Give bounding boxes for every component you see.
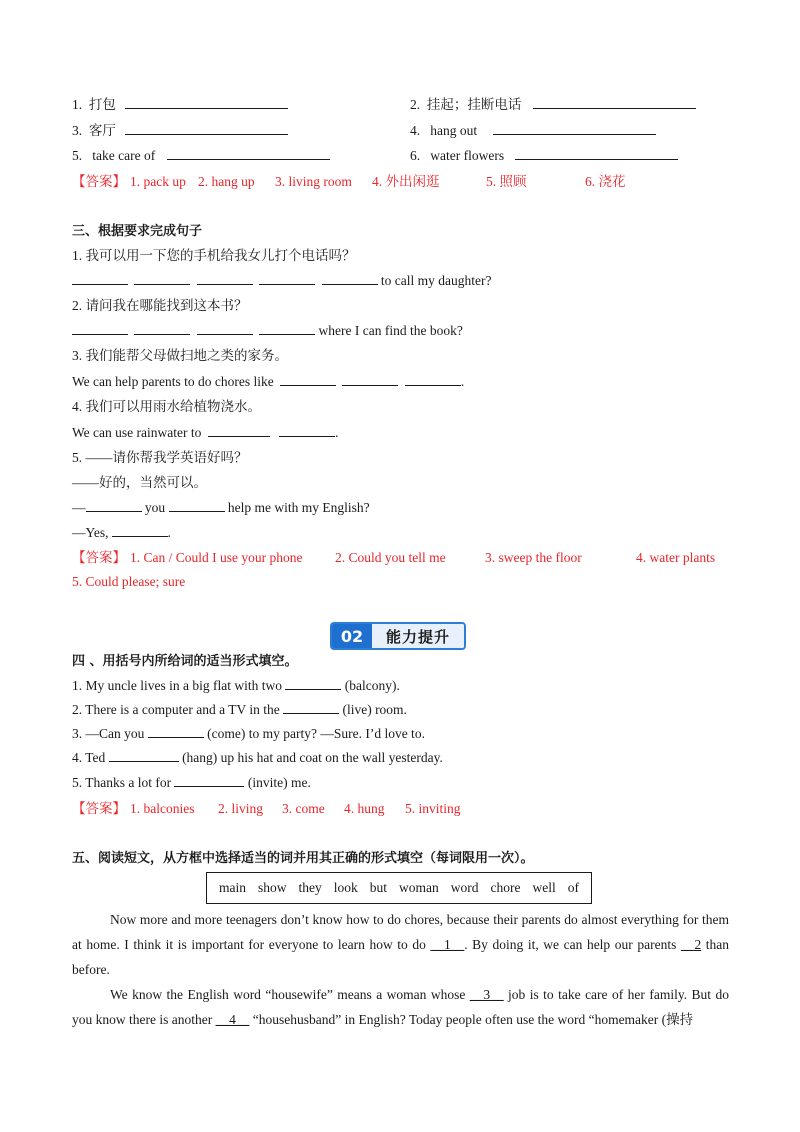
passage-paragraph-1: Now more and more teenagers don’t know how to do chores, because their parents do almost everything for them at home. I think it is important for everyone to learn how to do __1__. By doing it, we can help our parents __2 than before. — [72, 912, 730, 977]
word-bank-item: but — [369, 880, 388, 895]
answer-text: 6. 浇花 — [585, 174, 626, 189]
word-bank-item: well — [532, 880, 556, 895]
answer-blank[interactable] — [342, 373, 398, 386]
word-bank-item: look — [333, 880, 358, 895]
answer-blank[interactable] — [280, 373, 336, 386]
answer-text: 1. pack up — [130, 174, 186, 189]
answer-text: 5. 照顾 — [486, 174, 527, 189]
question-cn: 2. 请问我在哪能找到这本书？ — [72, 298, 248, 313]
answer-blank[interactable] — [174, 774, 244, 787]
vocab-item-2: 2. 挂起；挂断电话 — [410, 96, 696, 114]
section-badge — [330, 622, 466, 650]
answer-blank[interactable] — [322, 272, 378, 285]
passage-blank-4[interactable]: __4__ — [215, 1012, 250, 1027]
answer-blank[interactable] — [208, 424, 270, 437]
word-bank-item: chore — [490, 880, 521, 895]
section-title: 四 、用括号内所给词的适当形式填空。 — [72, 654, 298, 669]
vocab-item-4: 4. hang out — [410, 122, 656, 140]
vocab-item-3: 3. 客厅 — [72, 122, 288, 140]
answer-blank[interactable] — [125, 96, 288, 109]
answer-blank[interactable] — [148, 725, 204, 738]
answer-text: 2. Could you tell me — [335, 550, 446, 565]
answer-blank[interactable] — [86, 499, 142, 512]
question-cn: ——好的，当然可以。 — [72, 475, 207, 490]
badge-label: 能力提升 — [372, 624, 464, 648]
word-bank-box — [206, 872, 592, 904]
answer-blank[interactable] — [72, 272, 128, 285]
question-en: 3. —Can you (come) to my party? —Sure. I’d love to. — [72, 726, 425, 741]
passage-blank-2[interactable]: __2 — [680, 937, 702, 952]
answer-blank[interactable] — [405, 373, 461, 386]
answer-text: 2. living — [218, 801, 264, 816]
question-en: We can use rainwater to . — [72, 425, 339, 440]
question-cn: 5. ——请你帮我学英语好吗？ — [72, 450, 248, 465]
answer-text: 5. inviting — [405, 801, 461, 816]
word-bank-item: main — [218, 880, 246, 895]
answer-blank[interactable] — [112, 524, 168, 537]
answer-text: 2. hang up — [198, 174, 255, 189]
answer-blank[interactable] — [109, 749, 179, 762]
answer-blank[interactable] — [169, 499, 225, 512]
question-en: — you help me with my English? — [72, 500, 370, 515]
answer-blank[interactable] — [259, 272, 315, 285]
answer-blank[interactable] — [125, 122, 288, 135]
section3-answer-key: 【答案】 — [72, 550, 126, 565]
word-bank-item: they — [298, 880, 322, 895]
answer-text: 5. Could please; sure — [72, 574, 186, 589]
question-en: 5. Thanks a lot for (invite) me. — [72, 775, 311, 790]
question-cn: 4. 我们可以用雨水给植物浇水。 — [72, 399, 261, 414]
word-bank-item: word — [450, 880, 479, 895]
question-cn: 3. 我们能帮父母做扫地之类的家务。 — [72, 348, 288, 363]
word-bank-item: woman — [399, 880, 439, 895]
question-en: We can help parents to do chores like . — [72, 374, 465, 389]
question-cn: 1. 我可以用一下您的手机给我女儿打个电话吗？ — [72, 248, 356, 263]
answer-blank[interactable] — [197, 322, 253, 335]
section-title: 五、阅读短文，从方框中选择适当的词并用其正确的形式填空（每词限用一次）。 — [72, 851, 534, 866]
word-bank-item: of — [567, 880, 580, 895]
vocab-item-1: 1. 打包 — [72, 96, 288, 114]
question-en: to call my daughter? — [72, 272, 491, 290]
question-en: 2. There is a computer and a TV in the (live) room. — [72, 702, 407, 717]
vocab-item-6: 6. water flowers — [410, 147, 678, 165]
section-title: 三、根据要求完成句子 — [72, 224, 203, 239]
answer-blank[interactable] — [283, 701, 339, 714]
badge-number: 02 — [332, 624, 372, 648]
question-en: where I can find the book? — [72, 322, 463, 340]
answer-text: 3. come — [282, 801, 325, 816]
question-en: 4. Ted (hang) up his hat and coat on the wall yesterday. — [72, 750, 443, 765]
word-bank-item: show — [257, 880, 287, 895]
vocab-item-5: 5. take care of — [72, 147, 330, 165]
section4-answer-key: 【答案】 — [72, 801, 126, 816]
question-en: 1. My uncle lives in a big flat with two (balcony). — [72, 678, 400, 693]
answer-blank[interactable] — [197, 272, 253, 285]
answer-text: 4. water plants — [636, 550, 716, 565]
answer-blank[interactable] — [285, 677, 341, 690]
answer-blank[interactable] — [259, 322, 315, 335]
passage-blank-1[interactable]: __1__ — [430, 937, 465, 952]
question-en: —Yes, . — [72, 525, 171, 540]
answer-text: 3. living room — [275, 174, 352, 189]
answer-blank[interactable] — [134, 272, 190, 285]
answer-blank[interactable] — [533, 96, 696, 109]
answer-blank[interactable] — [493, 122, 656, 135]
answer-text: 1. Can / Could I use your phone — [130, 550, 303, 565]
answer-blank[interactable] — [134, 322, 190, 335]
answer-text: 4. hung — [344, 801, 385, 816]
answer-text: 3. sweep the floor — [485, 550, 582, 565]
answer-blank[interactable] — [72, 322, 128, 335]
answer-blank[interactable] — [167, 147, 330, 160]
answer-text: 1. balconies — [130, 801, 195, 816]
passage-blank-3[interactable]: __3__ — [469, 987, 504, 1002]
passage-paragraph-2: We know the English word “housewife” means a woman whose __3__ job is to take care of her family. But do you know there is another __4__ “househusband” in English? Today people often use the word “homemaker (操持 — [72, 987, 730, 1027]
vocab-answer-key: 【答案】 — [72, 174, 126, 189]
answer-blank[interactable] — [515, 147, 678, 160]
answer-text: 4. 外出闲逛 — [372, 174, 440, 189]
answer-blank[interactable] — [279, 424, 335, 437]
